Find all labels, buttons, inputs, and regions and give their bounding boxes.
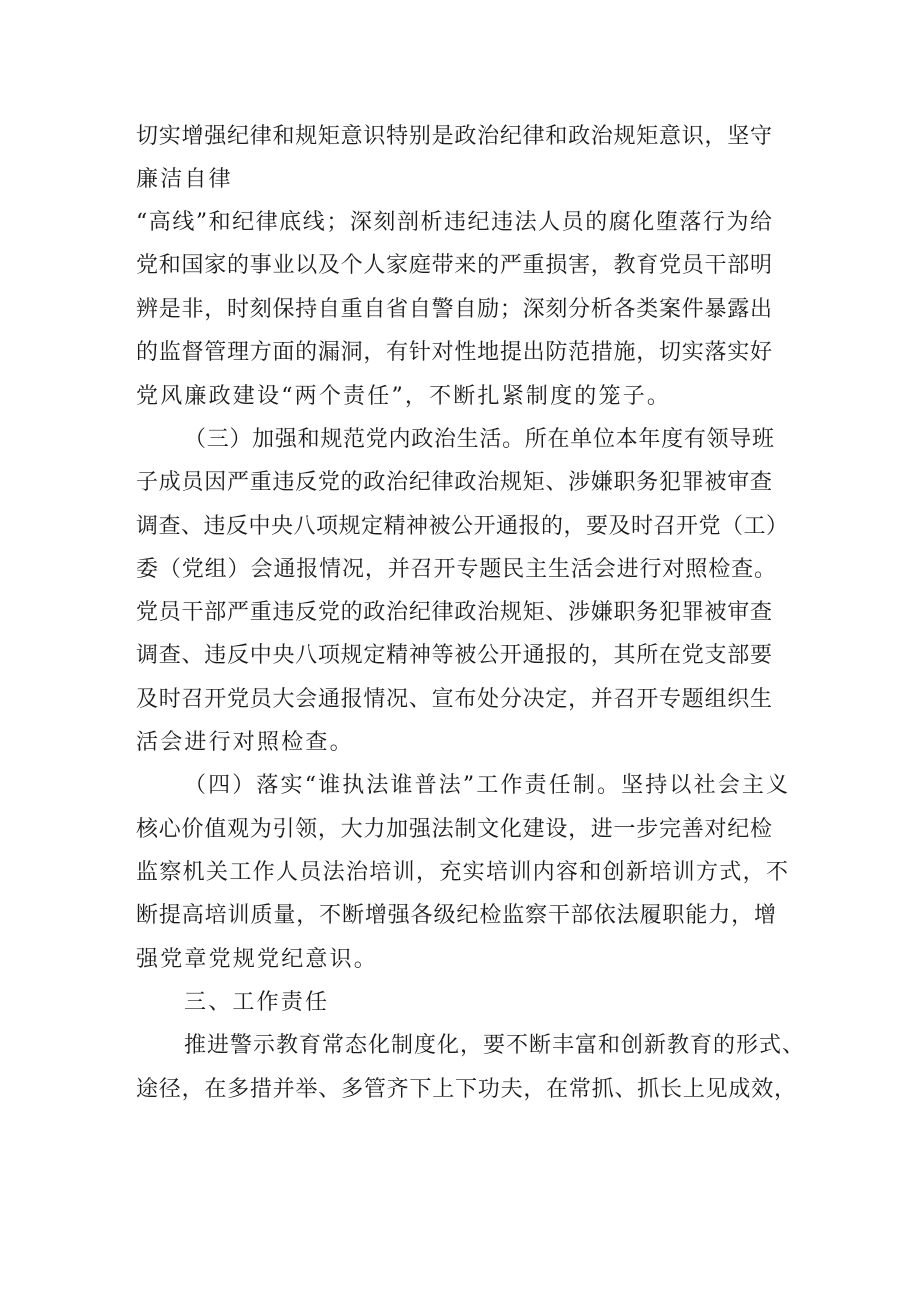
text-line: 推进警示教育常态化制度化，要不断丰富和创新教育的形式、	[184, 1033, 804, 1058]
paragraph-heading-3: （三）加强和规范党内政治生活。所在单位本年度有领导班	[184, 427, 774, 452]
text-line: 活会进行对照检查。	[136, 730, 354, 755]
text-line: 党员干部严重违反党的政治纪律政治规矩、涉嫌职务犯罪被审查	[136, 600, 772, 625]
text-line: 子成员因严重违反党的政治纪律政治规矩、涉嫌职务犯罪被审查	[136, 470, 772, 495]
text-line: 辨是非，时刻保持自重自省自警自励；深刻分析各类案件暴露出	[136, 297, 772, 322]
text-line: 委（党组）会通报情况，并召开专题民主生活会进行对照检查。	[136, 557, 776, 582]
text-line: 断提高培训质量，不断增强各级纪检监察干部依法履职能力，增	[136, 903, 776, 928]
text-line: 廉洁自律	[136, 167, 233, 192]
section-heading: 三、工作责任	[184, 990, 330, 1015]
text-line: 调查、违反中央八项规定精神等被公开通报的，其所在党支部要	[136, 643, 772, 668]
text-line: 核心价值观为引领，大力加强法制文化建设，进一步完善对纪检	[136, 817, 772, 842]
text-line: “高线”和纪律底线；深刻剖析违纪违法人员的腐化堕落行为给	[136, 210, 772, 235]
text-line: 的监督管理方面的漏洞，有针对性地提出防范措施，切实落实好	[136, 340, 772, 365]
text-line: 途径，在多措并举、多管齐下上下功夫，在常抓、抓长上见成效，	[136, 1077, 796, 1102]
text-line: 调查、违反中央八项规定精神被公开通报的，要及时召开党（工）	[136, 514, 788, 539]
paragraph-heading-4: （四）落实“谁执法谁普法”工作责任制。坚持以社会主义	[184, 773, 788, 798]
text-line: 监察机关工作人员法治培训，充实培训内容和创新培训方式，不	[136, 860, 788, 885]
text-line: 强党章党规党纪意识。	[136, 947, 379, 972]
text-line: 切实增强纪律和规矩意识特别是政治纪律和政治规矩意识，坚守	[136, 124, 772, 149]
text-line: 党风廉政建设“两个责任”，不断扎紧制度的笼子。	[136, 384, 672, 409]
text-line: 及时召开党员大会通报情况、宣布处分决定，并召开专题组织生	[136, 687, 772, 712]
text-line: 党和国家的事业以及个人家庭带来的严重损害，教育党员干部明	[136, 253, 772, 278]
